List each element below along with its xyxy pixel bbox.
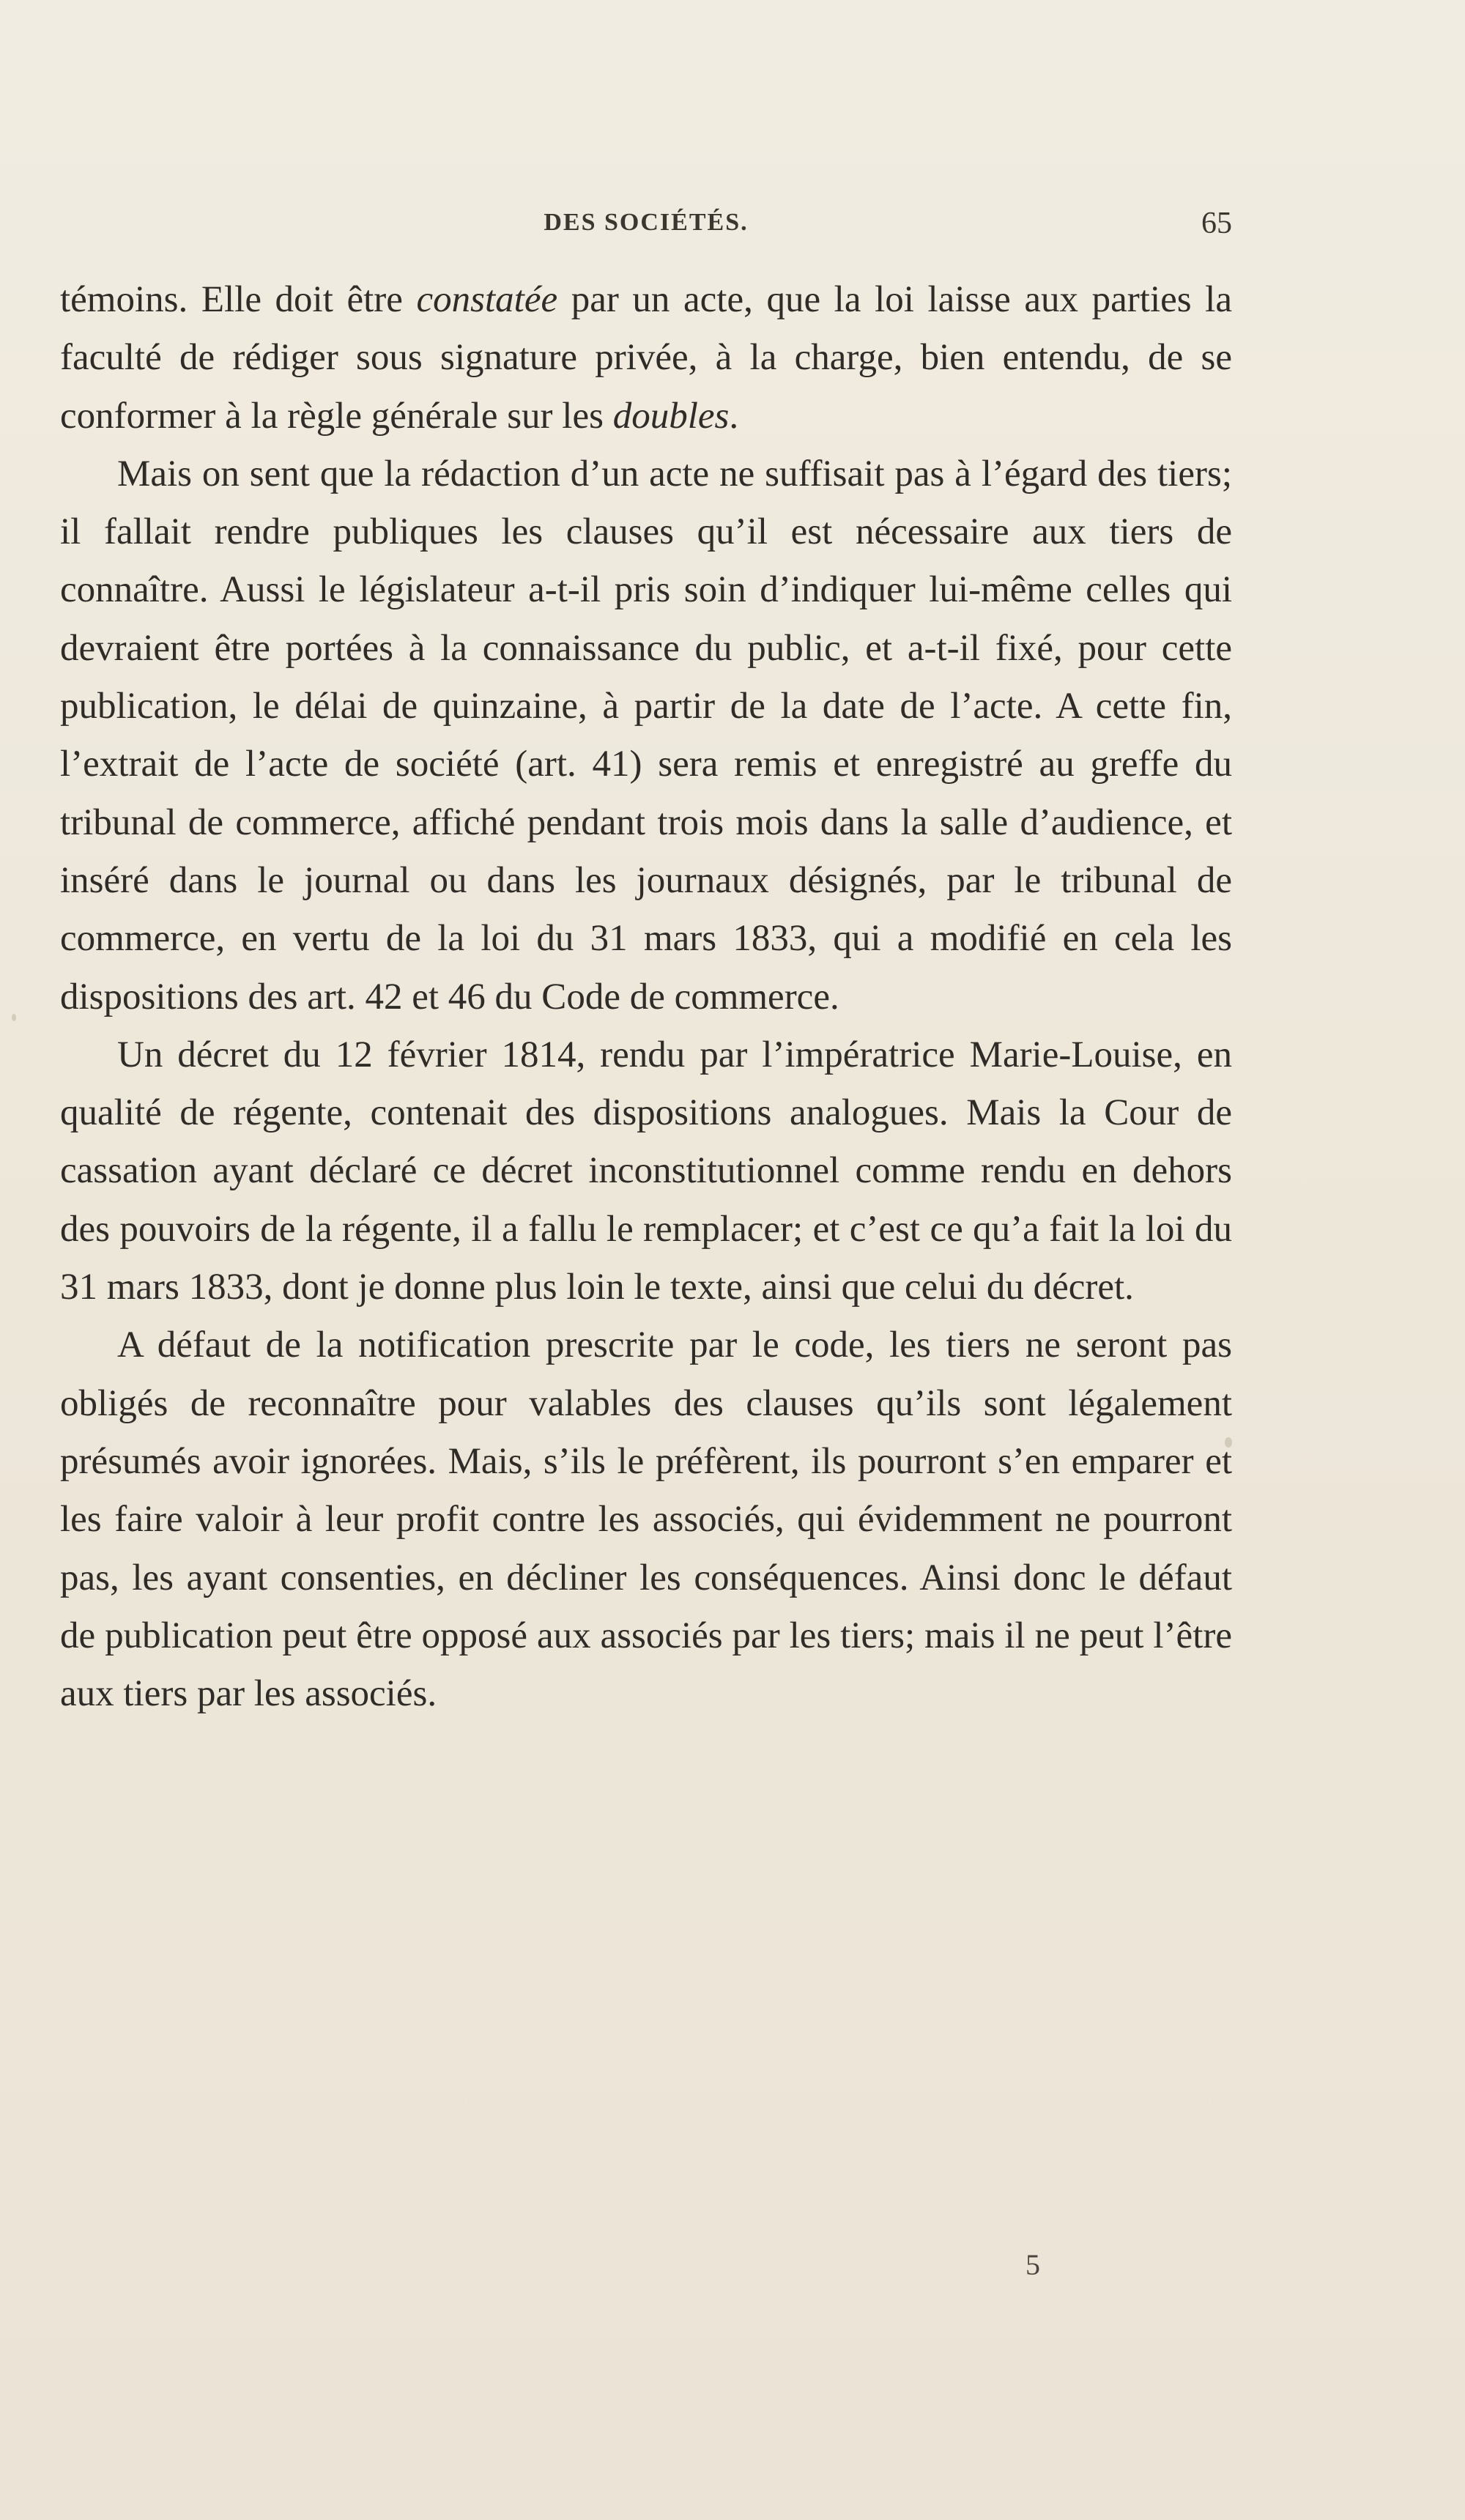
paragraph-2-text: Mais on sent que la rédaction d’un acte ne suffisait pas à l’égard des tiers; il fallait rendre publiques les clauses qu’il est nécessaire aux tiers de connaître. Aussi le législateur a-t-il pris soin d’indiquer lui-même celles qui devraient être portées à la connaissance du public, et a-t-il fixé, pour cette publication, le délai de quinzaine, à partir de la date de l’acte. A cette fin, l’extrait de l’acte de société (art. 41) sera remis et enregistré au greffe du tribunal de commerce, affiché pendant trois mois dans la salle d’audience, et inséré dans le journal ou dans les journaux désignés, par le tribunal de commerce, en vertu de la loi du 31 mars 1833, qui a modifié en cela les dispositions des art. 42 et 46 du Code de commerce. [60,453,1232,1018]
paragraph-1 [60,271,1232,445]
paragraph-4 [60,1316,1232,1723]
paragraph-1-italic-constatee: constatée [416,279,558,320]
paragraph-1-text-3: . [729,395,739,437]
paper-blemish [1225,1437,1232,1448]
paragraph-1-text-1: témoins. Elle doit être [60,279,417,320]
body-text [60,271,1232,1723]
paragraph-1-text-2: par un acte, que la loi laisse aux parties la faculté de rédiger sous signature privée, à la charge, bien entendu, de se conformer à la règle générale sur les [60,279,1232,437]
paragraph-3 [60,1026,1232,1316]
paragraph-2 [60,445,1232,1026]
signature-mark: 5 [1026,2248,1040,2281]
page-number: 65 [1201,207,1232,240]
page-header [60,209,1232,253]
running-head: DES SOCIÉTÉS. [544,209,749,236]
paper-blemish [12,1014,16,1021]
paragraph-4-text: A défaut de la notification prescrite par le code, les tiers ne seront pas obligés de reconnaître pour valables des clauses qu’ils sont légalement présumés avoir ignorées. Mais, s’ils le préfèrent, ils pourront s’en emparer et les faire valoir à leur profit contre les associés, qui évidemment ne pourront pas, les ayant consenties, en décliner les conséquences. Ainsi donc le défaut de publication peut être opposé aux associés par les tiers; mais il ne peut l’être aux tiers par les associés. [60,1324,1232,1715]
paragraph-3-text: Un décret du 12 février 1814, rendu par l’impératrice Marie-Louise, en qualité de régente, contenait des dispositions analogues. Mais la Cour de cassation ayant déclaré ce décret inconstitutionnel comme rendu en dehors des pouvoirs de la régente, il a fallu le remplacer; et c’est ce qu’a fait la loi du 31 mars 1833, dont je donne plus loin le texte, ainsi que celui du décret. [60,1034,1232,1308]
paragraph-1-italic-doubles: doubles [612,395,730,437]
